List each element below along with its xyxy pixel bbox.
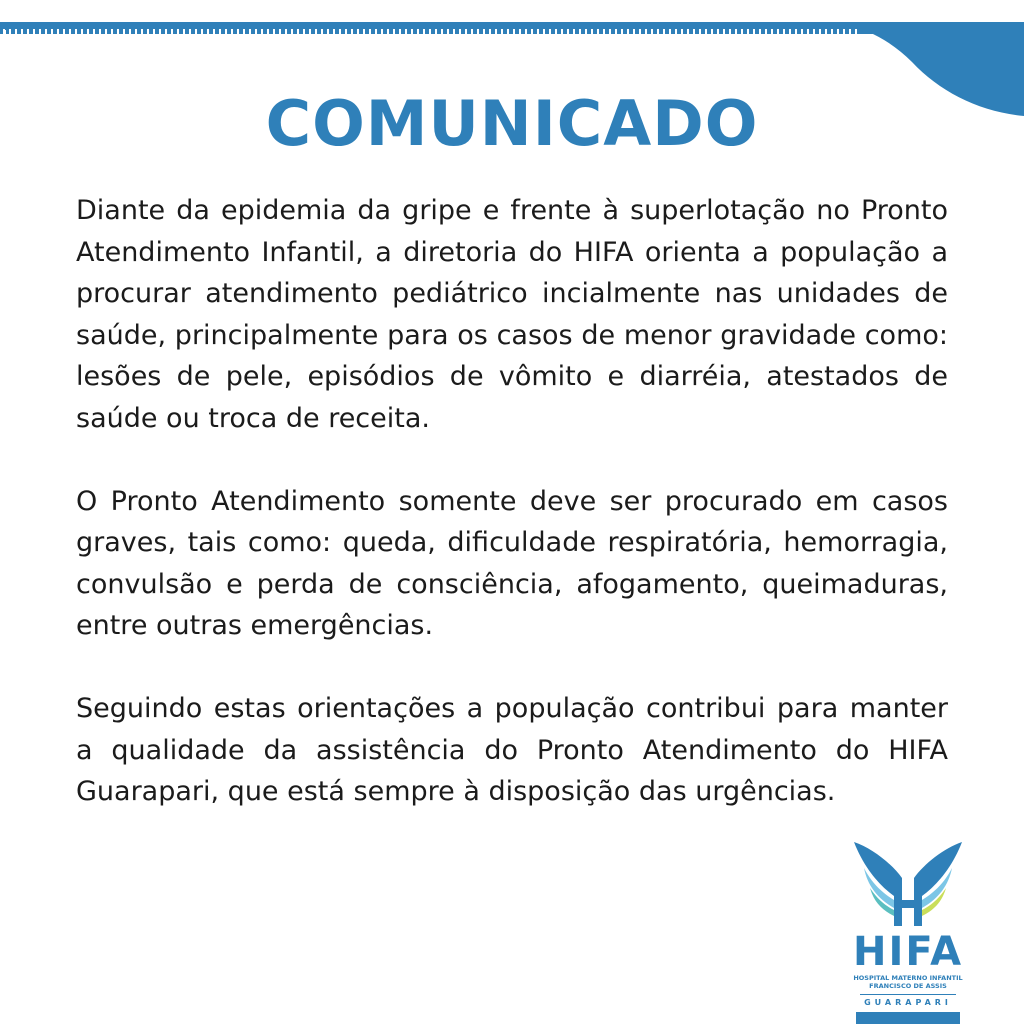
paragraph-1: Diante da epidemia da gripe e frente à superlotação no Pronto Atendimento Infantil, a diretoria do HIFA orienta a população a procurar atendimento pediátrico incialmente nas unidades de saúde, principalmente para os casos de menor gravidade como: lesões de pele, episódios de vômito e diarréia, atestados de saúde ou troca de receita. [76, 195, 948, 434]
hifa-logo [850, 838, 966, 1024]
logo-divider [860, 994, 956, 995]
announcement-body [76, 190, 948, 854]
logo-wordmark: HIFA [852, 929, 964, 975]
logo-city: GUARAPARI [864, 998, 952, 1007]
page-title: COMUNICADO [265, 87, 759, 160]
logo-bottom-bar [856, 1012, 960, 1024]
paragraph-2: O Pronto Atendimento somente deve ser procurado em casos graves, tais como: queda, dificuldade respiratória, hemorragia, convulsão e perda de consciência, afogamento, queimaduras, entre outras emergências. [76, 485, 948, 641]
logo-subtitle-line-2: FRANCISCO DE ASSIS [869, 982, 947, 990]
logo-subtitle [850, 974, 966, 990]
logo-subtitle-line-1: HOSPITAL MATERNO INFANTIL [853, 974, 963, 982]
paragraph-3: Seguindo estas orientações a população contribui para manter a qualidade da assistência do Pronto Atendimento do HIFA Guarapari, que está sempre à disposição das urgências. [76, 693, 948, 807]
butterfly-h-icon [850, 838, 966, 930]
